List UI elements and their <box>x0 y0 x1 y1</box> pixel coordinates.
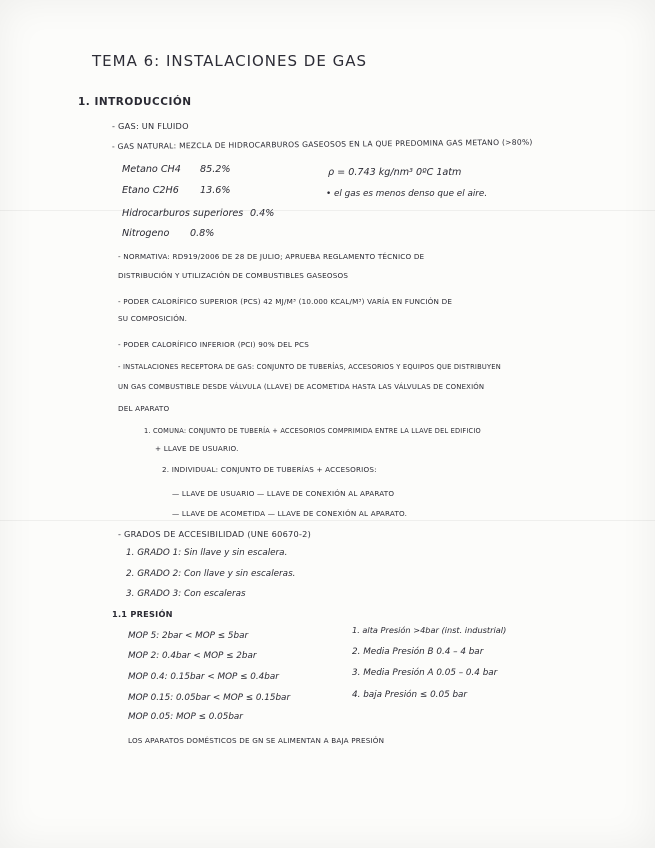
individual-item-2: — LLAVE DE ACOMETIDA — LLAVE DE CONEXIÓN AL APARATO. <box>172 509 408 518</box>
composition-hydrocarbons-name: Hidrocarburos superiores <box>122 208 244 219</box>
page-fold <box>0 210 655 211</box>
composition-hydrocarbons-value: 0.4% <box>250 208 275 219</box>
gas-natural-definition: - GAS NATURAL: MEZCLA DE HIDROCARBUROS GASEOSOS EN LA QUE PREDOMINA GAS METANO (>80%) <box>111 137 533 151</box>
presion-level-1: 1. alta Presión >4bar (inst. industrial) <box>352 625 507 635</box>
gas-fluido-bullet: - GAS: UN FLUIDO <box>112 121 189 131</box>
composition-nitrogen-name: Nitrogeno <box>122 228 170 239</box>
mop-2: MOP 2: 0.4bar < MOP ≤ 2bar <box>128 651 257 661</box>
grado-1: 1. GRADO 1: Sin llave y sin escalera. <box>126 548 288 558</box>
grado-3: 3. GRADO 3: Con escaleras <box>126 589 246 599</box>
normativa-line-1: - NORMATIVA: RD919/2006 DE 28 DE JULIO; APRUEBA REGLAMENTO TÉCNICO DE <box>118 252 425 261</box>
pci-line: - PODER CALORÍFICO INFERIOR (PCI) 90% DEL PCS <box>118 340 310 349</box>
page-fold <box>0 520 655 521</box>
section-heading: 1. INTRODUCCIÓN <box>78 96 192 108</box>
mop-5: MOP 5: 2bar < MOP ≤ 5bar <box>128 631 249 641</box>
composition-ethane-value: 13.6% <box>200 185 231 196</box>
individual-item-1: — LLAVE DE USUARIO — LLAVE DE CONEXIÓN AL APARATO <box>172 489 395 498</box>
grados-heading: - GRADOS DE ACCESIBILIDAD (UNE 60670-2) <box>118 529 312 539</box>
grado-2: 2. GRADO 2: Con llave y sin escaleras. <box>126 569 296 579</box>
individual-heading: 2. INDIVIDUAL: CONJUNTO DE TUBERÍAS + ACCESORIOS: <box>162 465 377 474</box>
presion-level-4: 4. baja Presión ≤ 0.05 bar <box>352 690 468 700</box>
presion-level-3: 3. Media Presión A 0.05 – 0.4 bar <box>352 668 498 678</box>
composition-methane-value: 85.2% <box>200 164 231 175</box>
mop-0-05: MOP 0.05: MOP ≤ 0.05bar <box>128 712 243 722</box>
density-value: ρ = 0.743 kg/nm³ 0ºC 1atm <box>328 167 462 178</box>
density-note: • el gas es menos denso que el aire. <box>326 189 488 199</box>
comuna-line-1: 1. COMUNA: CONJUNTO DE TUBERÍA + ACCESORIOS COMPRIMIDA ENTRE LA LLAVE DEL EDIFICIO <box>144 427 481 435</box>
composition-nitrogen-value: 0.8% <box>190 228 215 239</box>
instalaciones-line-3: DEL APARATO <box>118 404 170 413</box>
mop-0-4: MOP 0.4: 0.15bar < MOP ≤ 0.4bar <box>128 672 279 682</box>
presion-heading: 1.1 PRESIÓN <box>112 609 173 619</box>
pcs-line-2: SU COMPOSICIÓN. <box>118 314 188 323</box>
mop-0-15: MOP 0.15: 0.05bar < MOP ≤ 0.15bar <box>128 693 291 703</box>
composition-ethane-name: Etano C2H6 <box>122 185 179 196</box>
instalaciones-line-1: - INSTALACIONES RECEPTORA DE GAS: CONJUNTO DE TUBERÍAS, ACCESORIOS Y EQUIPOS QUE DISTRIBUYEN <box>118 363 501 371</box>
instalaciones-line-2: UN GAS COMBUSTIBLE DESDE VÁLVULA (LLAVE) DE ACOMETIDA HASTA LAS VÁLVULAS DE CONEXIÓN <box>118 383 485 391</box>
page-title: TEMA 6: INSTALACIONES DE GAS <box>92 52 367 70</box>
conclusion-line: LOS APARATOS DOMÉSTICOS DE GN SE ALIMENTAN A BAJA PRESIÓN <box>128 736 385 745</box>
presion-level-2: 2. Media Presión B 0.4 – 4 bar <box>352 647 484 657</box>
normativa-line-2: DISTRIBUCIÓN Y UTILIZACIÓN DE COMBUSTIBLES GASEOSOS <box>118 271 349 280</box>
comuna-line-2: + LLAVE DE USUARIO. <box>155 444 239 453</box>
pcs-line-1: - PODER CALORÍFICO SUPERIOR (PCS) 42 MJ/M³ (10.000 KCAL/M³) VARÍA EN FUNCIÓN DE <box>118 297 453 306</box>
composition-methane-name: Metano CH4 <box>122 164 181 175</box>
